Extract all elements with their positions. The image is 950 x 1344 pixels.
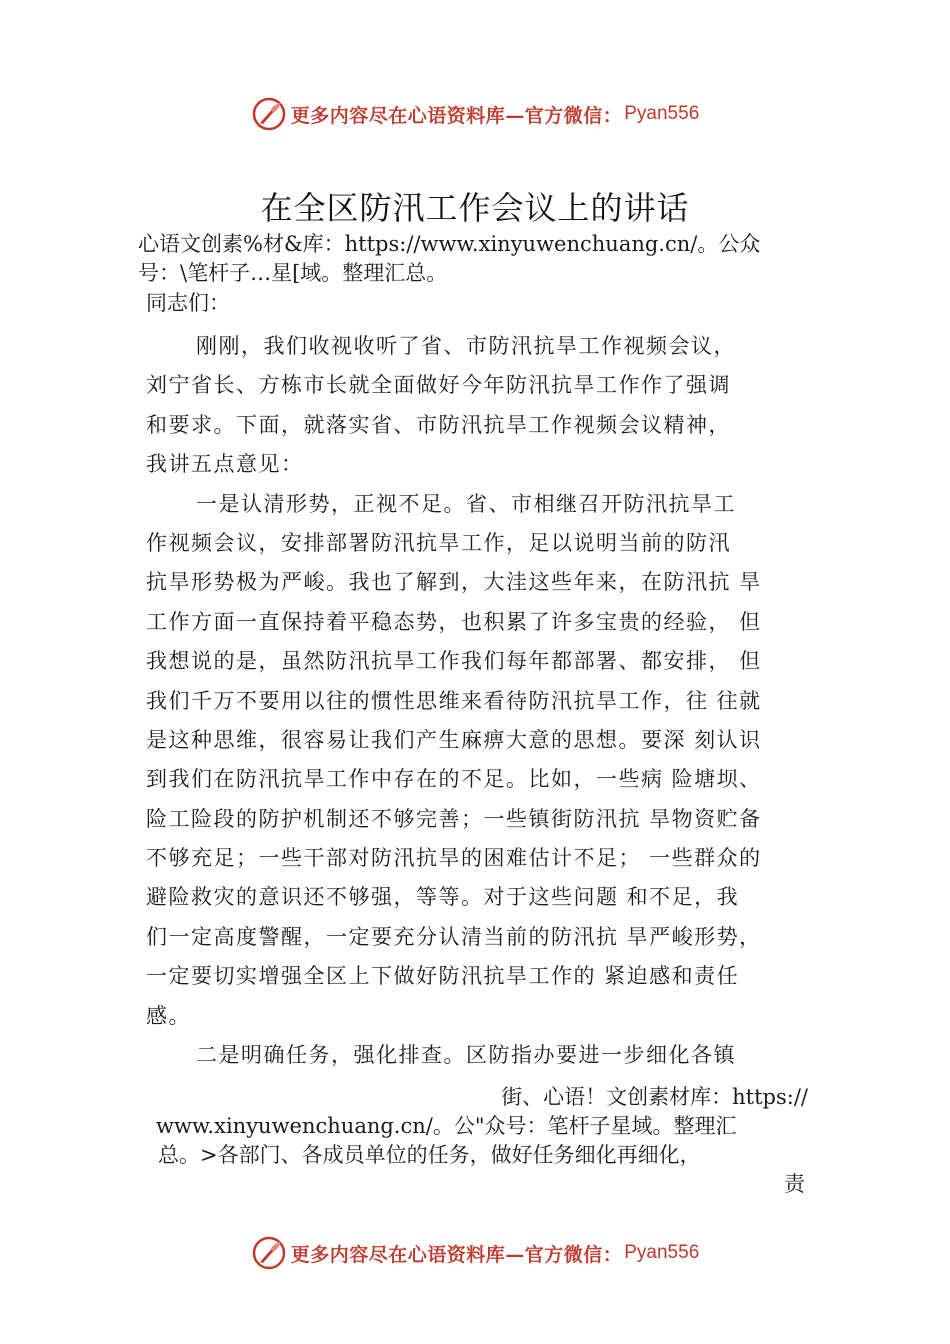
body-line: 到我们在防汛抗旱工作中存在的不足。比如，一些病 险塘坝、 — [146, 767, 762, 792]
body-line: 不够充足；一些干部对防汛抗旱的困难估计不足； 一些群众的 — [146, 846, 762, 871]
bottom-watermark-line-4: 责 — [784, 1172, 805, 1196]
body-line: 一定要切实增强全区上下做好防汛抗旱工作的 紧迫感和责任 — [146, 964, 740, 989]
body-line: 工作方面一直保持着平稳态势，也积累了许多宝贵的经验， 但 — [146, 609, 762, 634]
body-line: 一是认清形势，正视不足。省、市相继召开防汛抗旱工 — [196, 491, 736, 516]
body-line: 二是明确任务，强化排查。区防指办要进一步细化各镇 — [196, 1043, 736, 1068]
footer-banner-text: 更多内容尽在心语资料库—官方微信： — [290, 1243, 623, 1266]
body-line: 是这种思维，很容易让我们产生麻痹大意的思想。要深 刻认识 — [146, 727, 762, 752]
footer-banner — [0, 1231, 950, 1275]
body-line: 感。 — [146, 1003, 191, 1028]
body-line: 我讲五点意见： — [146, 452, 304, 477]
header-banner-text: 更多内容尽在心语资料库—官方微信： — [290, 104, 623, 127]
body-line: 我想说的是，虽然防汛抗旱工作我们每年都部署、都安排， 但 — [146, 649, 762, 674]
bottom-watermark-line-3: 总。>各部门、各成员单位的任务，做好任务细化再细化， — [158, 1143, 701, 1167]
footer-banner-handle: Pyan556 — [624, 1242, 700, 1263]
document-title: 在全区防汛工作会议上的讲话 — [260, 189, 690, 227]
bottom-watermark-line-1: 街、心语！文创素材库：https:// — [501, 1085, 808, 1109]
body-line: 我们千万不要用以往的惯性思维来看待防汛抗旱工作，往 往就 — [146, 688, 762, 713]
watermark-line-2: 号：\笔杆子…星[域。整理汇总。 — [138, 261, 448, 285]
body-line: 作视频会议，安排部署防汛抗旱工作，足以说明当前的防汛 — [146, 530, 731, 555]
body-line: 刘宁省长、方栋市长就全面做好今年防汛抗旱工作作了强调 — [146, 373, 731, 398]
body-line: 们一定高度警醒，一定要充分认清当前的防汛抗 旱严峻形势， — [146, 924, 762, 949]
header-banner-handle: Pyan556 — [624, 103, 700, 124]
quill-pen-logo-icon — [251, 1235, 287, 1271]
header-banner — [0, 92, 950, 136]
bottom-watermark-line-2: www.xinyuwenchuang.cn/。公"众号：笔杆子星域。整理汇 — [156, 1114, 737, 1138]
body-line: 避险救灾的意识还不够强，等等。对于这些问题 和不足，我 — [146, 885, 740, 910]
body-line: 抗旱形势极为严峻。我也了解到，大洼这些年来，在防汛抗 旱 — [146, 570, 762, 595]
body-line: 刚刚，我们收视收听了省、市防汛抗旱工作视频会议， — [196, 334, 736, 358]
watermark-line-1: 心语文创素%材&库：https://www.xinyuwenchuang.cn/。公众 — [138, 232, 761, 256]
body-text — [146, 327, 836, 1075]
salutation: 同志们： — [146, 291, 230, 315]
body-line: 和要求。下面，就落实省、市防汛抗旱工作视频会议精神， — [146, 412, 731, 437]
quill-pen-logo-icon — [251, 96, 287, 132]
body-line: 险工险段的防护机制还不够完善；一些镇街防汛抗 旱物资贮备 — [146, 806, 762, 831]
